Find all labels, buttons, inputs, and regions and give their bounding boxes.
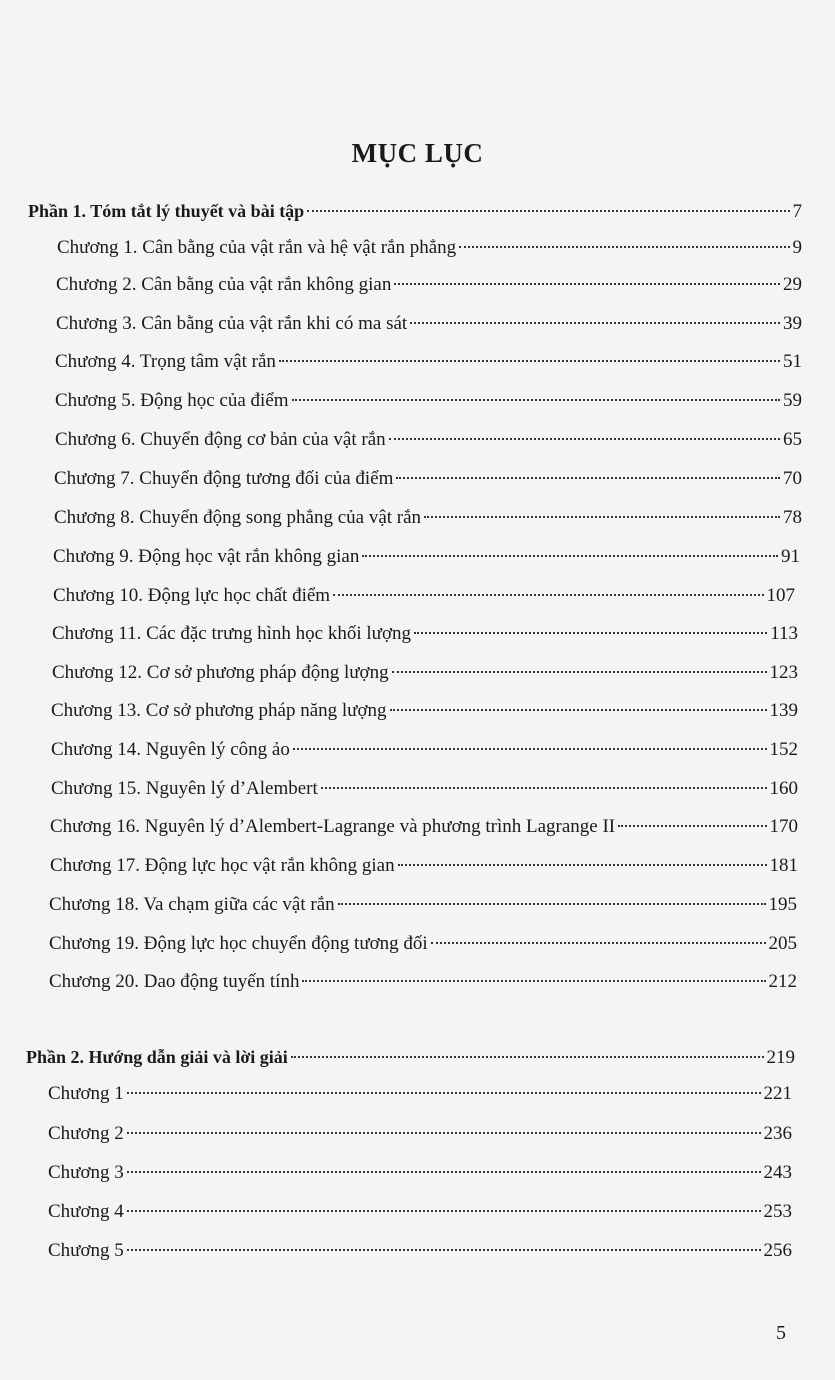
toc-part-1 (28, 199, 802, 224)
toc-page-number: 181 (769, 855, 798, 876)
toc-leader-dots (127, 1249, 761, 1251)
toc-entry-label: Chương 19. Động lực học chuyển động tương đối (49, 933, 428, 954)
toc-leader-dots (398, 864, 767, 866)
toc-entry-label: Chương 4 (48, 1201, 124, 1222)
toc-page-number: 78 (783, 507, 802, 528)
toc-entry (50, 854, 798, 878)
toc-entry (50, 815, 798, 839)
toc-page-number: 51 (783, 351, 802, 372)
toc-leader-dots (293, 748, 767, 750)
toc-leader-dots (459, 246, 789, 248)
toc-entry-label: Chương 13. Cơ sở phương pháp năng lượng (51, 700, 387, 721)
toc-page-number: 170 (769, 816, 798, 837)
toc-entry-label: Chương 5 (48, 1240, 124, 1261)
toc-page-number: 70 (783, 468, 802, 489)
toc-page-number: 256 (763, 1240, 792, 1261)
toc-entry (51, 699, 798, 723)
toc-entry-label: Chương 5. Động học của điểm (55, 390, 289, 411)
toc-leader-dots (424, 516, 780, 518)
toc-entry-label: Chương 15. Nguyên lý d’Alembert (51, 778, 318, 799)
toc-leader-dots (302, 980, 765, 982)
toc-page-number: 59 (783, 390, 802, 411)
toc-entry (49, 970, 797, 994)
toc-entry-label: Chương 3 (48, 1162, 124, 1183)
toc-leader-dots (618, 825, 766, 827)
toc-entry-label: Chương 2 (48, 1123, 124, 1144)
toc-leader-dots (279, 360, 780, 362)
page-title: MỤC LỤC (351, 138, 484, 168)
toc-page-number: 139 (769, 700, 798, 721)
toc-page-number: 107 (766, 585, 795, 606)
toc-page-number: 236 (763, 1123, 792, 1144)
toc-part-2 (26, 1045, 795, 1070)
toc-page-number: 113 (770, 623, 798, 644)
toc-entry (57, 236, 802, 260)
toc-page-number: 91 (781, 546, 800, 567)
toc-entry (49, 893, 797, 917)
toc-leader-dots (431, 942, 766, 944)
toc-entry-label: Chương 9. Động học vật rắn không gian (53, 546, 360, 567)
toc-entry-label: Chương 6. Chuyển động cơ bản của vật rắn (55, 429, 386, 450)
toc-leader-dots (291, 1056, 764, 1058)
toc-entry-label: Chương 12. Cơ sở phương pháp động lượng (52, 662, 389, 683)
toc-entry (54, 467, 802, 491)
toc-entry-label: Chương 16. Nguyên lý d’Alembert-Lagrange và phương trình Lagrange II (50, 816, 616, 837)
toc-page-number: 7 (792, 201, 802, 222)
toc-entry (52, 661, 798, 685)
toc-entry (48, 1200, 792, 1224)
toc-entry (55, 389, 802, 413)
toc-entry (48, 1239, 792, 1263)
toc-entry (52, 622, 798, 646)
toc-part-label: Phần 1. Tóm tắt lý thuyết và bài tập (28, 201, 305, 221)
toc-page-number: 160 (769, 778, 798, 799)
page-number: 5 (776, 1322, 786, 1344)
toc-entry-label: Chương 17. Động lực học vật rắn không gian (50, 855, 395, 876)
toc-leader-dots (333, 594, 763, 596)
toc-page-number: 212 (768, 971, 797, 992)
toc-entry (54, 506, 802, 530)
toc-entry-label: Chương 18. Va chạm giữa các vật rắn (49, 894, 335, 915)
toc-entry-label: Chương 11. Các đặc trưng hình học khối lượng (52, 623, 411, 644)
toc-page-number: 221 (763, 1083, 792, 1104)
toc-page-number: 253 (763, 1201, 792, 1222)
toc-leader-dots (127, 1092, 761, 1094)
toc-entry-label: Chương 8. Chuyển động song phẳng của vật rắn (54, 507, 422, 528)
toc-leader-dots (338, 903, 766, 905)
toc-leader-dots (394, 283, 780, 285)
toc-leader-dots (396, 477, 780, 479)
toc-leader-dots (410, 322, 780, 324)
toc-leader-dots (414, 632, 767, 634)
toc-page-number: 39 (783, 313, 802, 334)
toc-entry-label: Chương 4. Trọng tâm vật rắn (55, 351, 276, 372)
toc-entry (55, 428, 802, 452)
toc-leader-dots (390, 709, 767, 711)
toc-leader-dots (127, 1210, 761, 1212)
toc-entry (51, 777, 798, 801)
toc-leader-dots (127, 1132, 761, 1134)
toc-entry (48, 1161, 792, 1185)
toc-leader-dots (321, 787, 767, 789)
toc-entry (53, 545, 800, 569)
toc-leader-dots (307, 210, 789, 212)
toc-entry-label: Chương 1. Cân bằng của vật rắn và hệ vật rắn phẳng (57, 237, 457, 258)
toc-entry (48, 1122, 792, 1146)
toc-leader-dots (392, 671, 767, 673)
toc-leader-dots (389, 438, 780, 440)
toc-part-label: Phần 2. Hướng dẫn giải và lời giải (26, 1047, 288, 1067)
toc-entry (56, 312, 802, 336)
toc-entry-label: Chương 3. Cân bằng của vật rắn khi có ma sát (56, 313, 408, 334)
toc-page-number: 219 (766, 1047, 795, 1068)
toc-page-number: 29 (783, 274, 802, 295)
toc-page-number: 205 (768, 933, 797, 954)
toc-entry (51, 738, 798, 762)
toc-entry-label: Chương 10. Động lực học chất điểm (53, 585, 331, 606)
toc-entry-label: Chương 20. Dao động tuyến tính (49, 971, 300, 992)
toc-entry (53, 584, 795, 608)
toc-entry (49, 932, 797, 956)
toc-entry (55, 350, 802, 374)
toc-entry (56, 273, 802, 297)
toc-entry-label: Chương 14. Nguyên lý công ảo (51, 739, 290, 760)
toc-page-number: 152 (769, 739, 798, 760)
toc-leader-dots (127, 1171, 761, 1173)
toc-page-number: 123 (769, 662, 798, 683)
toc-entry-label: Chương 1 (48, 1083, 124, 1104)
toc-entry-label: Chương 2. Cân bằng của vật rắn không gian (56, 274, 392, 295)
toc-leader-dots (292, 399, 780, 401)
toc-page-number: 243 (763, 1162, 792, 1183)
toc-entry-label: Chương 7. Chuyển động tương đối của điểm (54, 468, 394, 489)
toc-entry (48, 1082, 792, 1106)
toc-page-number: 195 (768, 894, 797, 915)
toc-page-number: 9 (792, 237, 802, 258)
toc-leader-dots (362, 555, 778, 557)
toc-page-number: 65 (783, 429, 802, 450)
